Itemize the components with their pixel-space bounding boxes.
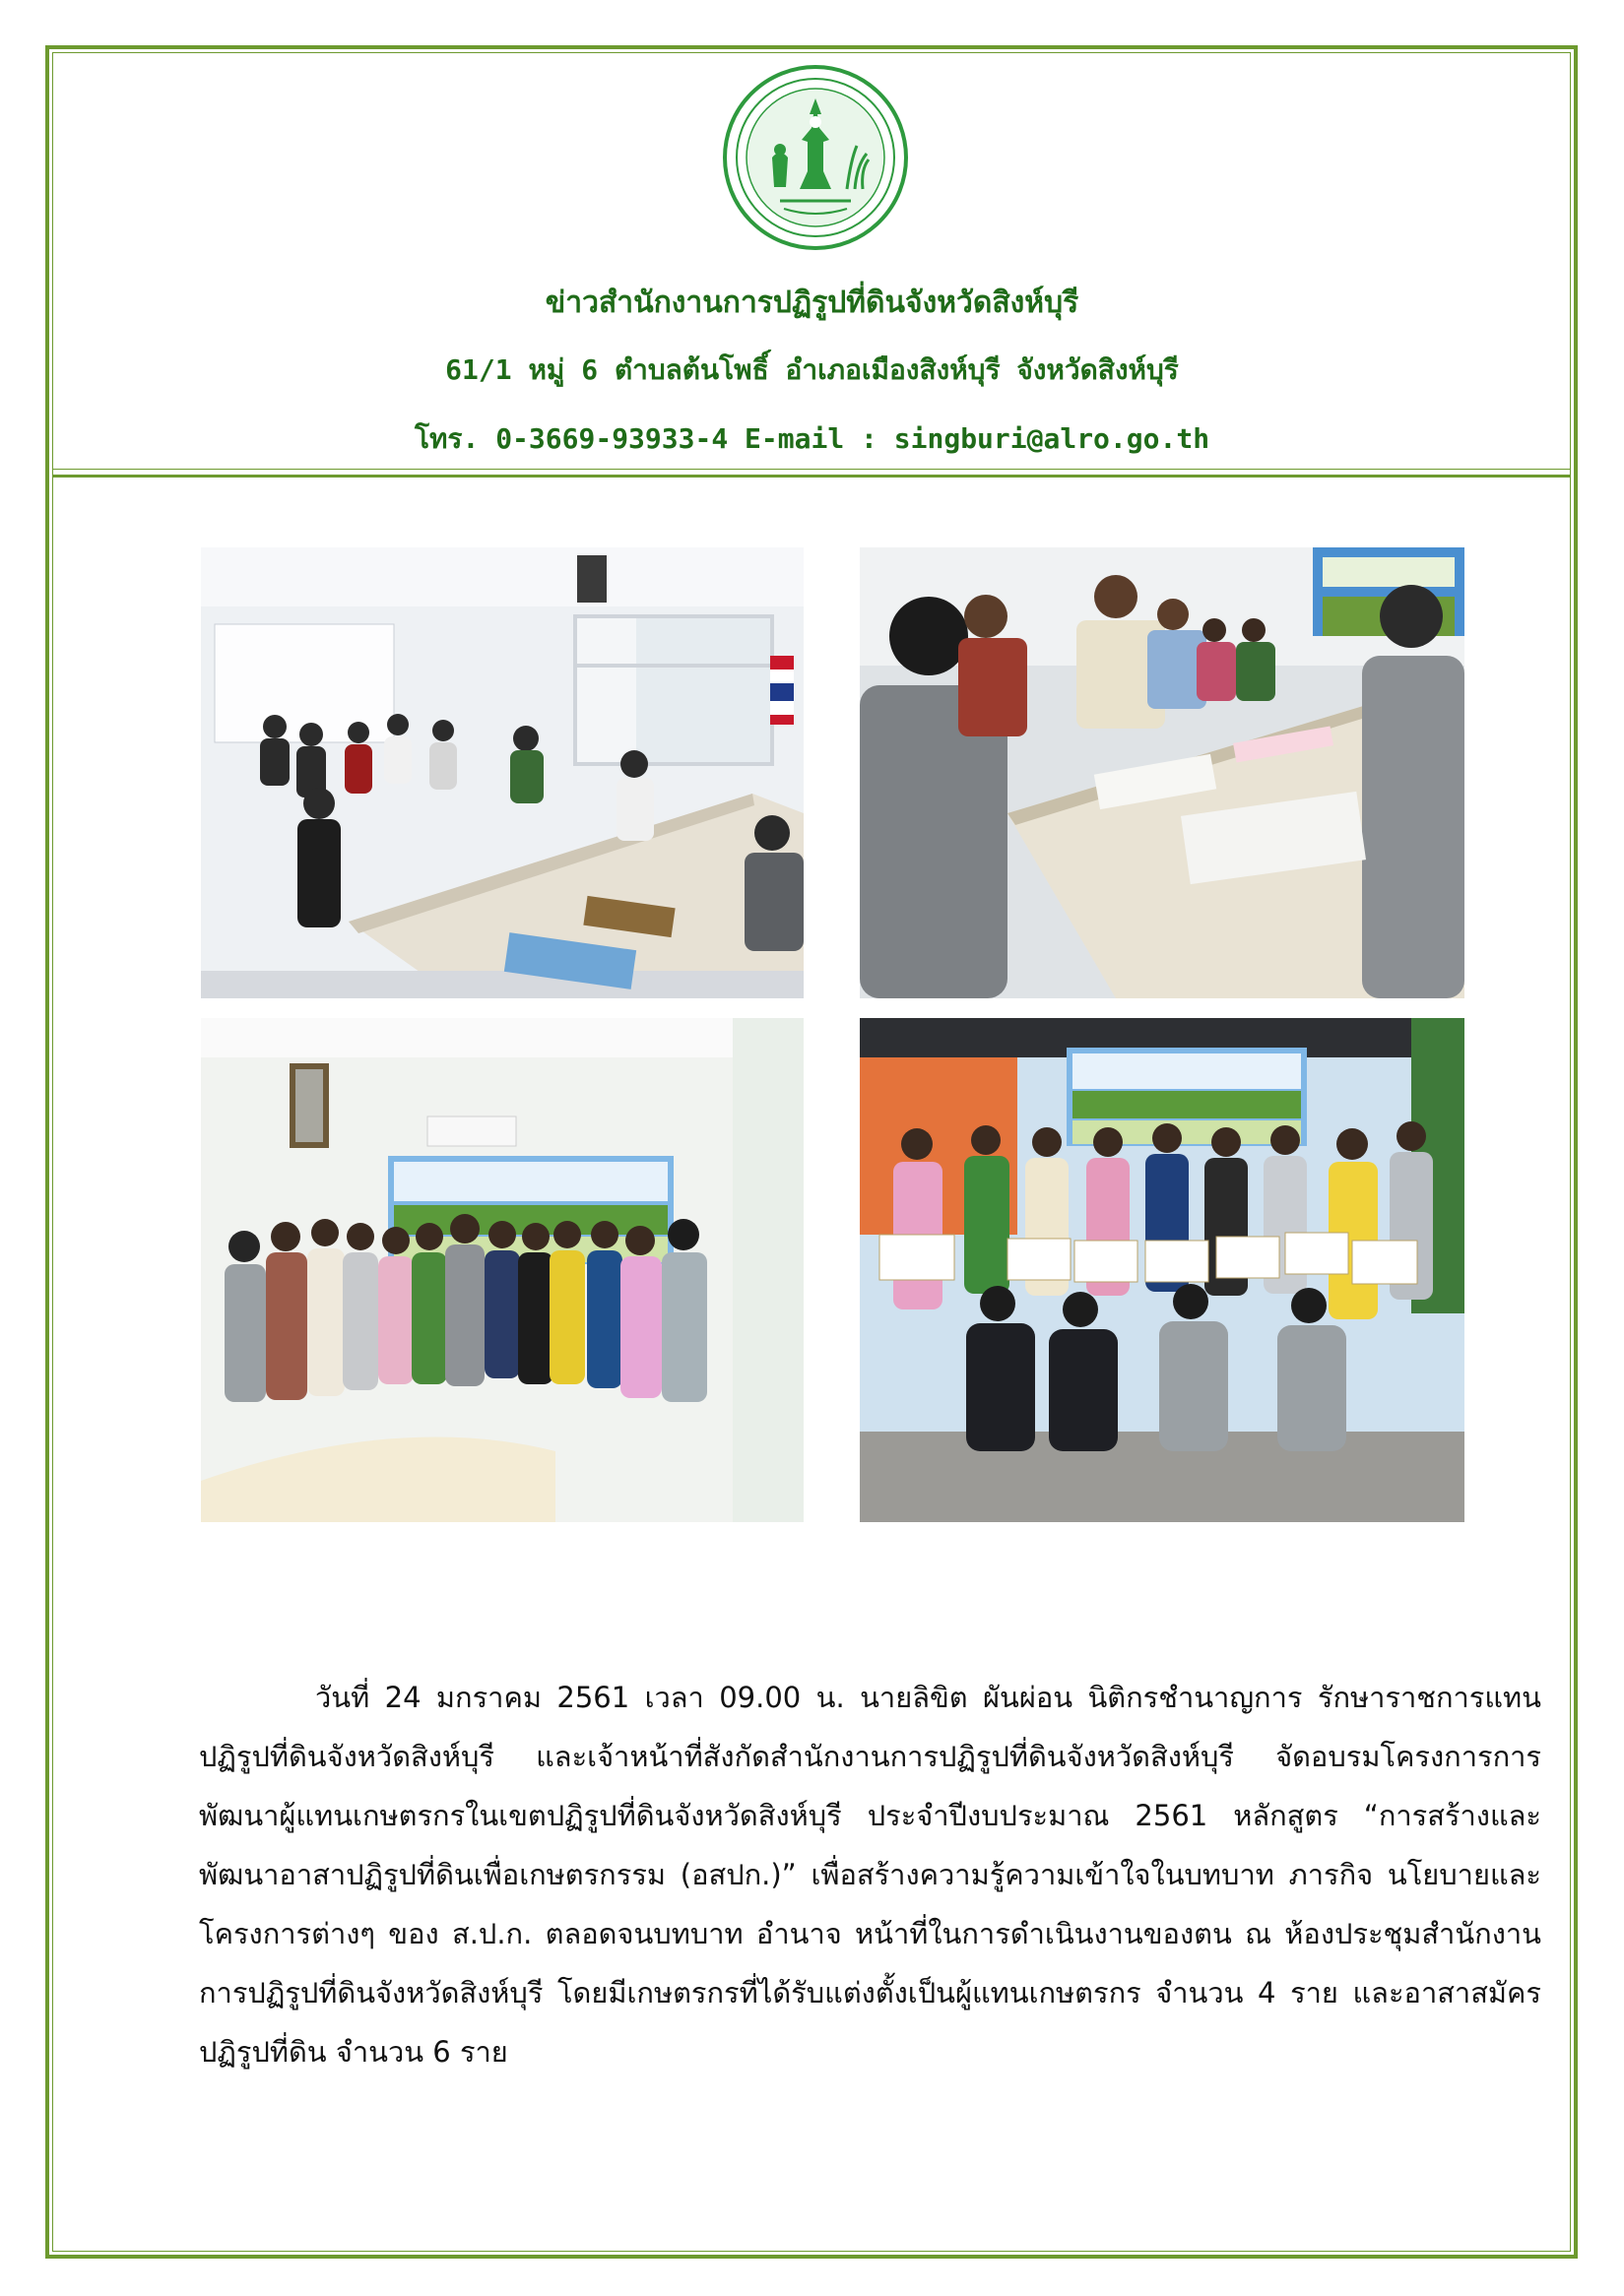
news-paragraph-text: วันที่ 24 มกราคม 2561 เวลา 09.00 น. นายลิขิต ผันผ่อน นิติกรชำนาญการ รักษาราชการแทนปฏิรูปที่ดินจังหวัดสิงห์บุรี และเจ้าหน้าที่สังกัดสำนักงานการปฏิรูปที่ดินจังหวัดสิงห์บุรี จัดอบรมโครงการการพัฒนาผู้แทนเกษตรกรในเขตปฏิรูปที่ดินจังหวัดสิงห์บุรี ประจำปีงบประมาณ 2561 หลักสูตร “การสร้างและพัฒนาอาสาปฏิรูปที่ดินเพื่อเกษตรกรรม (อสปก.)” เพื่อสร้างความรู้ความเข้าใจในบทบาท ภารกิจ นโยบายและโครงการต่างๆ ของ ส.ป.ก. ตลอดจนบทบาท อำนาจ หน้าที่ในการดำเนินงานของตน ณ ห้องประชุมสำนักงานการปฏิรูปที่ดินจังหวัดสิงห์บุรี โดยมีเกษตรกรที่ได้รับแต่งตั้งเป็นผู้แทนเกษตรกร จำนวน 4 ราย และอาสาสมัครปฏิรูปที่ดิน จำนวน 6 ราย: [199, 1681, 1541, 2069]
header-divider-thick: [52, 475, 1571, 478]
meeting-table-photo: [860, 547, 1464, 998]
alro-seal-icon: [721, 63, 910, 252]
header-title: ข่าวสำนักงานการปฏิรูปที่ดินจังหวัดสิงห์บุรี: [545, 286, 1079, 320]
header-address: 61/1 หมู่ 6 ตำบลต้นโพธิ์ อำเภอเมืองสิงห์บุรี จังหวัดสิงห์บุรี: [445, 353, 1179, 386]
group-photo-banner: [201, 1018, 804, 1522]
header-contact: โทร. 0-3669-93933-4 E-mail : singburi@alro.go.th: [414, 422, 1210, 455]
certificate-group-photo: [860, 1018, 1464, 1522]
news-paragraph: [199, 1668, 1541, 2081]
header-divider: [52, 469, 1571, 470]
meeting-room-photo: [201, 547, 804, 998]
